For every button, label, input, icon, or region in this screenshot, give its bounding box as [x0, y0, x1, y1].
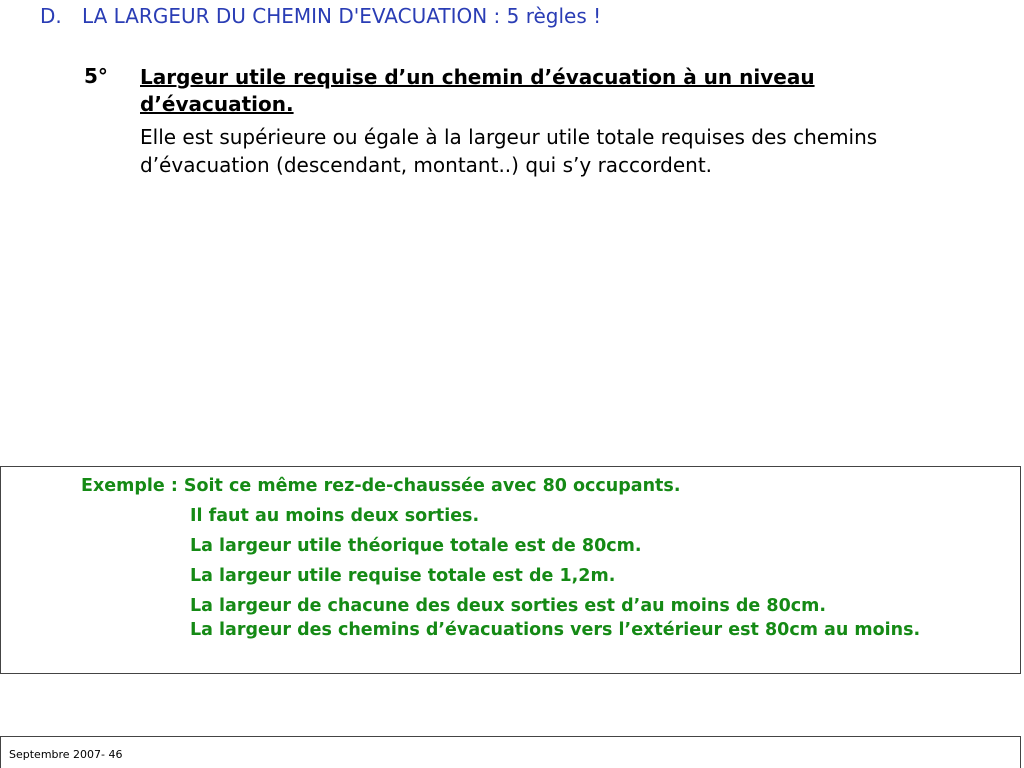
- example-line: Il faut au moins deux sorties.: [190, 506, 480, 526]
- footer: [0, 736, 1021, 768]
- rule-title: Largeur utile requise d’un chemin d’évacuation à un niveau d’évacuation.: [140, 65, 815, 116]
- slide-heading: [40, 4, 601, 28]
- example-line: La largeur utile théorique totale est de 80cm.: [190, 536, 642, 556]
- example-line-intro: Exemple : Soit ce même rez-de-chaussée avec 80 occupants.: [81, 476, 681, 496]
- example-line: La largeur de chacune des deux sorties est d’au moins de 80cm.: [190, 596, 826, 616]
- rule-body: Elle est supérieure ou égale à la largeur utile totale requises des chemins d’évacuation (descendant, montant..) qui s’y raccordent.: [140, 125, 878, 177]
- example-line: La largeur des chemins d’évacuations vers l’extérieur est 80cm au moins.: [190, 620, 921, 640]
- heading-text: LA LARGEUR DU CHEMIN D'EVACUATION : 5 règles !: [82, 4, 602, 28]
- example-box: [0, 466, 1021, 674]
- example-line: La largeur utile requise totale est de 1,2m.: [190, 566, 616, 586]
- heading-letter: D.: [40, 4, 62, 28]
- footer-text: Septembre 2007- 46: [9, 748, 123, 761]
- rule-number: 5°: [84, 64, 108, 88]
